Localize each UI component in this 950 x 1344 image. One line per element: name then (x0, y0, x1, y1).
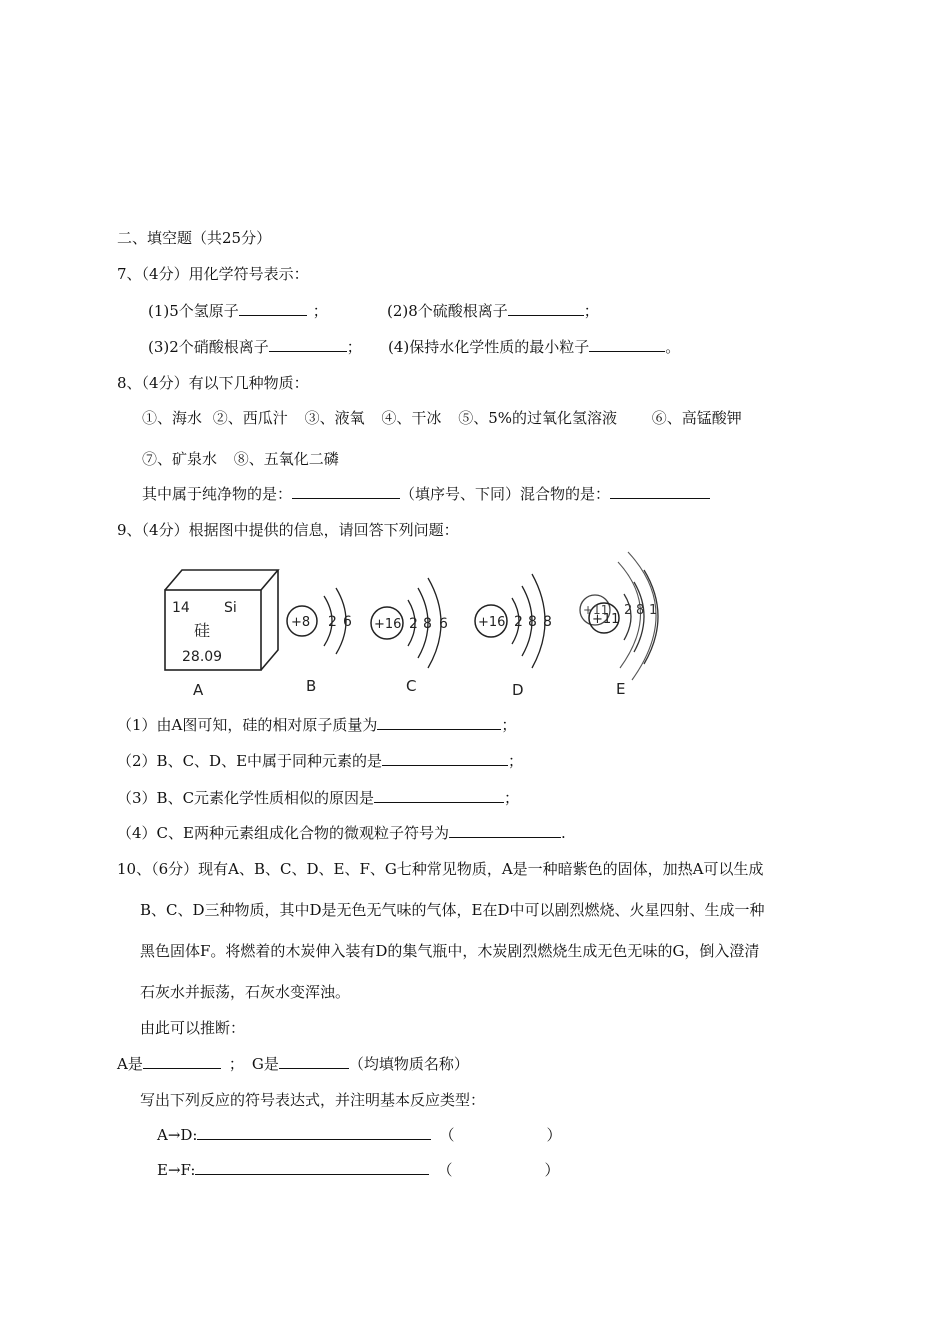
shell-b-1: 2 (328, 614, 337, 630)
q7-p1-sep: ； (312, 302, 328, 320)
q8-items-line2 (142, 449, 339, 469)
q7-part-2 (387, 301, 599, 321)
q7-part-1 (148, 301, 328, 321)
q8-mixture-blank[interactable] (610, 484, 710, 499)
element-mass: 28.09 (182, 649, 223, 665)
q8-item: ⑤、5%的过氧化氢溶液 (458, 409, 617, 427)
q8-note: （填序号、下同）混合物的是： (400, 485, 611, 503)
label-e: E (616, 680, 626, 698)
q10-r1-blank[interactable] (197, 1125, 431, 1140)
q10-line-4: 石灰水并振荡，石灰水变浑浊。 (140, 983, 351, 1001)
label-c: C (406, 677, 417, 695)
q10-reaction-1 (157, 1125, 562, 1145)
q7-p4-label: (4)保持水化学性质的最小粒子 (388, 338, 590, 356)
q7-p2-sep: ； (583, 302, 599, 320)
shell-e-1: 2 (624, 603, 633, 618)
element-name: 硅 (194, 621, 211, 640)
q9-s3-semi: ； (504, 789, 520, 807)
q7-p3-blank[interactable] (269, 337, 347, 352)
q9-sub-4 (117, 823, 566, 843)
q8-item: ④、干冰 (381, 409, 442, 427)
q9-s3-text: （3）B、C元素化学性质相似的原因是 (117, 789, 375, 807)
nucleus-e: +11 (592, 612, 620, 627)
q8-items-line1 (142, 408, 742, 428)
shell-d-3: 8 (543, 614, 552, 630)
q10-g-label: G是 (251, 1055, 279, 1073)
q8-stem: 8、（4分）有以下几种物质： (117, 374, 309, 392)
q9-stem: 9、（4分）根据图中提供的信息，请回答下列问题： (117, 521, 459, 539)
nucleus-e-ghost: +11 (583, 603, 609, 617)
q10-line-2: B、C、D三种物质，其中D是无色无气味的气体，E在D中可以剧烈燃烧、火星四射、生成一种 (140, 901, 765, 919)
q9-s4-blank[interactable] (449, 823, 561, 838)
q10-write: 写出下列反应的符号表达式，并注明基本反应类型： (140, 1091, 486, 1109)
q8-item: ①、海水 (142, 409, 203, 427)
nucleus-c: +16 (374, 617, 402, 632)
q9-s4-text: （4）C、E两种元素组成化合物的微观粒子符号为 (117, 824, 449, 842)
q9-s1-text: （1）由A图可知，硅的相对原子质量为 (117, 716, 378, 734)
q10-infer: 由此可以推断： (140, 1019, 246, 1037)
q7-p1-label: (1)5个氢原子 (148, 302, 239, 320)
q9-sub-2 (117, 751, 523, 771)
q9-s4-period: . (560, 824, 566, 842)
q9-s2-text: （2）B、C、D、E中属于同种元素的是 (117, 752, 383, 770)
label-d: D (512, 681, 524, 699)
q7-p3-sep: ； (346, 338, 362, 356)
nucleus-b: +8 (291, 615, 311, 630)
shell-e-2: 8 (636, 603, 645, 618)
q10-g-blank[interactable] (279, 1054, 349, 1069)
q10-r1-rp: ） (546, 1126, 562, 1144)
q7-p2-label: (2)8个硫酸根离子 (387, 302, 508, 320)
q9-s3-blank[interactable] (374, 788, 504, 803)
element-symbol: Si (224, 600, 237, 616)
nucleus-d: +16 (478, 615, 506, 630)
shell-d-2: 8 (528, 614, 537, 630)
q7-stem: 7、（4分）用化学符号表示： (117, 265, 309, 283)
section-title: 二、填空题（共25分） (117, 229, 272, 247)
q10-r2-rp: ） (544, 1161, 560, 1179)
q10-a-blank[interactable] (143, 1054, 221, 1069)
q10-reaction-2 (157, 1160, 559, 1180)
element-number: 14 (172, 600, 190, 616)
label-b: B (306, 677, 317, 695)
q8-item: ⑥、高锰酸钾 (651, 409, 742, 427)
shell-d-1: 2 (514, 614, 523, 630)
q9-s1-semi: ； (501, 716, 517, 734)
q10-a-label: A是 (117, 1055, 143, 1073)
q8-answer-line (142, 484, 710, 504)
q7-part-4 (388, 337, 680, 357)
q7-p4-end: 。 (665, 338, 681, 356)
q10-line-3: 黑色固体F。将燃着的木炭伸入装有D的集气瓶中，木炭剧烈燃烧生成无色无味的G，倒入澄清 (140, 942, 760, 960)
q10-r1-lp: （ (439, 1126, 455, 1144)
q8-item: ③、液氧 (304, 409, 365, 427)
q7-part-3 (148, 337, 362, 357)
q10-fill-note: （均填物质名称） (348, 1055, 469, 1073)
q10-ag-line: A是 ； G是 （均填物质名称） (117, 1055, 469, 1073)
shell-b-2: 6 (343, 614, 352, 630)
q8-item: ⑧、五氧化二磷 (233, 450, 339, 468)
q9-s2-blank[interactable] (382, 751, 508, 766)
atom-structure-figure (150, 548, 670, 708)
q8-pure-blank[interactable] (292, 484, 400, 499)
q9-sub-1 (117, 715, 516, 735)
q7-p2-blank[interactable] (508, 301, 584, 316)
shell-e-3: 1 (649, 603, 658, 618)
q10-r2-lp: （ (437, 1161, 453, 1179)
q10-line-1: 10、（6分）现有A、B、C、D、E、F、G七种常见物质，A是一种暗紫色的固体，加热A可以生成 (117, 860, 764, 878)
q10-r1-label: A→D: (157, 1126, 198, 1144)
label-a: A (193, 681, 204, 699)
shell-c-1: 2 (409, 616, 418, 632)
q8-pure-label: 其中属于纯净物的是： (142, 485, 293, 503)
shell-c-2: 8 (423, 616, 432, 632)
q8-item: ②、西瓜汁 (212, 409, 288, 427)
q10-r2-blank[interactable] (195, 1160, 429, 1175)
q10-r2-label: E→F: (157, 1161, 196, 1179)
q7-p3-label: (3)2个硝酸根离子 (148, 338, 269, 356)
q10-r1-type-blank[interactable] (455, 1126, 547, 1140)
q9-s2-semi: ； (508, 752, 524, 770)
q7-p1-blank[interactable] (239, 301, 307, 316)
shell-c-3: 6 (439, 616, 448, 632)
q7-p4-blank[interactable] (589, 337, 665, 352)
q9-sub-3 (117, 788, 519, 808)
q9-s1-blank[interactable] (377, 715, 501, 730)
q8-item: ⑦、矿泉水 (142, 450, 218, 468)
q10-r2-type-blank[interactable] (452, 1161, 544, 1175)
